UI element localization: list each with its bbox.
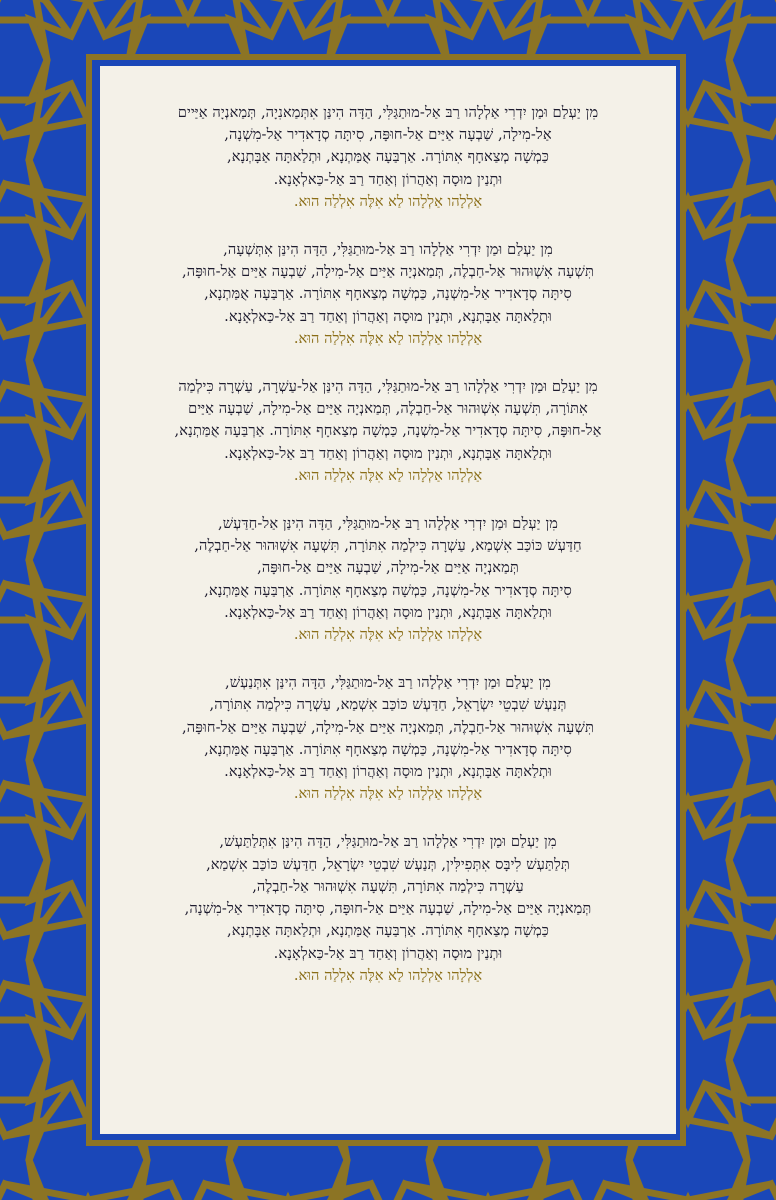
refrain-line: אַלְלָהו אַלְלָהו לַא אִלֶּה אִלְלַה הוּא. — [293, 329, 483, 347]
verse-line: סִיתָּה סְדָאדִיר אַל-מִשְׁנָה, כַּמְשָׁה מְצַאחָף אִתּוֹרָה. אַרְבַּעָה אֻמַּתְנָא, — [204, 740, 572, 758]
refrain-line: אַלְלָהו אַלְלָהו לַא אִלֶּה אִלְלַה הוּא. — [293, 966, 483, 984]
verse-line: וּתְלַאתָּה אַבָּתְנָא, וּתְנַין מוּסָה וְאַהֲרוֹן וְאַחַד רַבּ אַל-כַּאלְאָנָא. — [224, 444, 552, 462]
verse-line: אִתּוֹרָה, תִּשְׁעָה אִשְׁוּהוּר אַל-חַבְלֶה, תְּמַאנְיָה אַיַּים אַל-מִילָה, שַׁבְעָה אַיַּים — [188, 400, 588, 418]
poem-panel — [100, 66, 676, 1134]
verse-line: וּתְנַין מוּסָה וְאַהֲרוֹן וְאַחַד רַבּ אַל-כַּאלְאָנָא. — [273, 944, 503, 962]
verse-line: וּתְלַאתָּה אַבָּתְנָא, וּתְנַין מוּסָה וְאַהֲרוֹן וְאַחַד רַבּ אַל-כַּאלְאָנָא. — [224, 763, 552, 781]
verse-line: כַּמְשָׁה מְצַאחָף אִתּוֹרָה. אַרְבַּעָה אֻמַּתְנָא, וּתְלַאתָּה אַבָּתְנָא, — [227, 148, 549, 166]
stanza — [130, 102, 646, 213]
verse-line: עַשְׁרָה כִּילְמַה אִתּוֹרָה, תִּשְׁעָה אִשְׁוּהוּר אַל-חַבְלֶה, — [252, 877, 524, 895]
stanza — [130, 831, 646, 986]
verse-line: וּתְנַין מוּסָה וְאַהֲרוֹן וְאַחַד רַבּ אַל-כַּאלְאָנָא. — [273, 170, 503, 188]
verse-line: תִּשְׁעָה אִשְׁוּהוּר אַל-חַבְלֶה, תְּמַאנְיָה אַיַּים אַל-מִילָה, שַׁבְעָה אַיַּים אַל-חוּפָּה, — [182, 718, 594, 736]
verse-line: תְּנַעְשׁ שִׁבְטֵי יִשְׂרָאֵל, חַדַּעְשׁ כּוֹכַּב אִשְׁמַא, עַשְׁרָה כִּילְמַה אִתּוֹרָה, — [209, 696, 567, 714]
stanza — [130, 513, 646, 646]
refrain-line: אַלְלָהו אַלְלָהו לַא אִלֶּה אִלְלַה הוּא. — [293, 626, 483, 644]
verse-line: אַל-חוּפָּה, סִיתָּה סְדָאדִיר אַל-מִשְׁנָה, כַּמְשָׁה מְצַאחָף אִתּוֹרָה. אַרְבַּעָה אֻמַּתְנָא, — [174, 422, 602, 440]
refrain-line: אַלְלָהו אַלְלָהו לַא אִלֶּה אִלְלַה הוּא. — [293, 192, 483, 210]
verse-line: מִן יַעְלַם וּמַן יִדְרִי אַלְלָהו רַבּ אַל-מוּתַגַּלִּי, הַדָּה הִינַּן אִתְּשְׁעָה, — [223, 241, 553, 259]
verse-line: מִן יַעְלַם וּמַן יִדְרִי אַלְלָהו רַבּ אַל-מוּתַגַּלִּי, הַדָּה הִינַּן אִתְּמַאנִיָה, תְּמַאנְיָה אַיַּיים — [177, 104, 599, 121]
verse-line: תְּמַאנְיָה אַיַּים אַל-מִילָה, שַׁבְעָה אַיַּים אַל-חוּפָּה, סִיתָּה סְדָאדִיר אַל-מִשְׁנָה, — [184, 900, 592, 918]
verse-line: מִן יַעְלַם וּמַן יִדְרִי אַלְלָהו רַבּ אַל-מוּתַגַּלִּי, הַדָּה הִינַּן אַל-חַדַּעְשׁ, — [217, 515, 559, 533]
verse-line: אַל-מִילָה, שַׁבְעָה אַיַּים אַל-חוּפָּה, סִיתָּה סְדָאדִיר אַל-מִשְׁנָה, — [224, 126, 552, 144]
stanza — [130, 376, 646, 487]
verse-line: מִן יַעְלַם וּמַן יִדְרִי אַלְלָהו רַבּ אַל-מוּתַגַּלִּי, הַדָּה הִינַּן אִתְּנַעְשׁ, — [224, 674, 552, 692]
refrain-line: אַלְלָהו אַלְלָהו לַא אִלֶּה אִלְלַה הוּא. — [293, 785, 483, 803]
stanza — [130, 239, 646, 350]
verse-line: מִן יַעְלַם וּמַן יִדְרִי אַלְלָהו רַבּ אַל-מוּתַגַּלִּי, הַדָּה הִינַּן אַל-עַשְׁרָה, עַשְׁרָה כִּילְמַה — [178, 378, 598, 396]
verse-line: חַדַּעְשׁ כּוֹכַּב אִשְׁמַא, עַשְׁרָה כִּילְמַה אִתּוֹרָה, תִּשְׁעָה אִשְׁוּהוּר אַל-חַבְלֶה, — [194, 537, 582, 555]
verse-line: וּתְלַאתָּה אַבָּתְנָא, וּתְנַין מוּסָה וְאַהֲרוֹן וְאַחַד רַבּ אַל-כַּאלְאָנָא. — [224, 603, 552, 621]
verse-line: תִּשְׁעָה אִשְׁוּהוּר אַל-חַבְלֶה, תְּמַאנְיָה אַיַּים אַל-מִילָה, שַׁבְעָה אַיַּים אַל-חוּפָּה, — [182, 263, 594, 281]
verse-line: סִיתָּה סְדָאדִיר אַל-מִשְׁנָה, כַּמְשָׁה מְצַאחָף אִתּוֹרָה. אַרְבַּעָה אֻמַּתְנָא, — [204, 581, 572, 599]
verse-line: כַּמְשָׁה מְצַאחָף אִתּוֹרָה. אַרְבַּעָה אֻמַּתְנָא, וּתְלַאתָּה אַבָּתְנָא, — [227, 922, 549, 940]
refrain-line: אַלְלָהו אַלְלָהו לַא אִלֶּה אִלְלַה הוּא. — [293, 466, 483, 484]
verse-line: מִן יַעְלַם וּמַן יִדְרִי אַלְלָהו רַבּ אַל-מוּתַגַּלִּי, הַדָּה הִינַּן אִתְּלַתַּעְשׁ, — [219, 833, 557, 851]
stanza — [130, 672, 646, 805]
verse-line: תְּמַאנְיָה אַיַּים אַל-מִילָה, שַׁבְעָה אַיַּים אַל-חוּפָּה, — [257, 559, 519, 577]
verse-line: סִיתָּה סְדָאדִיר אַל-מִשְׁנָה, כַּמְשָׁה מְצַאחָף אִתּוֹרָה. אַרְבַּעָה אֻמַּתְנָא, — [204, 285, 572, 303]
verse-line: תְּלַתַּעְשׁ לִיבָּס אִתְּפִילִּין, תְּנַעְשׁ שִׁבְטֵי יִשְׂרָאֵל, חַדַּעְשׁ כּוֹכַּב אִשְׁמַא, — [206, 855, 570, 873]
verse-line: וּתְלַאתָּה אַבָּתְנָא, וּתְנַין מוּסָה וְאַהֲרוֹן וְאַחַד רַבּ אַל-כַּאלְאָנָא. — [224, 307, 552, 325]
